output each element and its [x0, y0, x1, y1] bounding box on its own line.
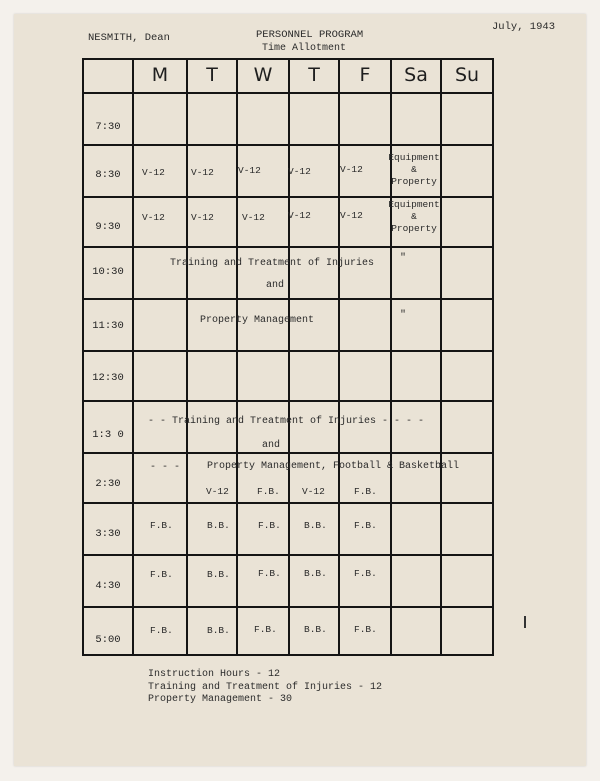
time-label: 3:30 [95, 528, 121, 540]
span-text: - - Training and Treatment of Injuries - - - - [148, 416, 425, 427]
day-header-tuesday: T [206, 64, 218, 86]
schedule-cell: V-12 [340, 164, 363, 175]
span-lead: - - - [150, 462, 181, 473]
time-label: 10:30 [92, 266, 124, 278]
ditto-mark: " [400, 310, 407, 321]
schedule-cell: V-12 [242, 212, 265, 223]
schedule-cell: V-12 [142, 212, 165, 223]
time-label: 12:30 [92, 372, 124, 384]
span-text-and: and [262, 440, 281, 451]
schedule-cell: B.B. [304, 624, 327, 635]
time-label: 9:30 [95, 221, 121, 233]
grid-line [82, 92, 494, 94]
grid-line [338, 58, 340, 656]
summary-line: Property Management - 30 [148, 694, 293, 705]
grid-line [132, 58, 134, 656]
schedule-cell: V-12 [191, 212, 214, 223]
grid-line [390, 58, 392, 656]
time-label: 5:00 [95, 634, 121, 646]
grid-line [82, 452, 494, 454]
grid-line [186, 58, 188, 656]
grid-line [82, 502, 494, 504]
grid-line [288, 58, 290, 656]
schedule-cell: F.B. [354, 568, 377, 579]
grid-line [82, 144, 494, 146]
employee-name: NESMITH, Dean [88, 32, 170, 44]
schedule-cell: V-12 [288, 210, 311, 221]
schedule-cell: B.B. [304, 568, 327, 579]
saturday-cell [388, 199, 440, 235]
day-header-friday: F [359, 64, 371, 86]
document-date: July, 1943 [492, 21, 556, 33]
time-label: 4:30 [95, 580, 121, 592]
page-subtitle: Time Allotment [262, 43, 347, 54]
grid-line [82, 196, 494, 198]
schedule-cell: B.B. [304, 520, 327, 531]
span-text: Property Management [200, 315, 315, 326]
cell-line: & [411, 211, 417, 222]
day-header-monday: M [151, 64, 169, 86]
schedule-table [82, 58, 494, 656]
schedule-cell: F.B. [150, 625, 173, 636]
cell-line: Equipment [388, 152, 440, 163]
span-text: Property Management, Football & Basketball [207, 461, 460, 472]
grid-line [82, 606, 494, 608]
cell-line: Property [391, 223, 437, 234]
schedule-cell: F.B. [354, 520, 377, 531]
grid-line [82, 350, 494, 352]
schedule-cell: V-12 [288, 166, 311, 177]
time-label: 2:30 [95, 478, 121, 490]
day-header-wednesday: W [253, 64, 273, 86]
schedule-cell: F.B. [150, 569, 173, 580]
schedule-cell: F.B. [254, 624, 277, 635]
time-label: 7:30 [95, 121, 121, 133]
schedule-cell: F.B. [258, 568, 281, 579]
schedule-cell: B.B. [207, 625, 230, 636]
schedule-cell: V-12 [340, 210, 363, 221]
schedule-cell: F.B. [354, 486, 377, 497]
page-title: PERSONNEL PROGRAM [256, 29, 364, 41]
schedule-cell: B.B. [207, 569, 230, 580]
schedule-cell: F.B. [150, 520, 173, 531]
cell-line: & [411, 164, 417, 175]
time-label: 1:3 0 [92, 429, 124, 441]
span-text: Training and Treatment of Injuries [170, 258, 375, 269]
grid-line [82, 246, 494, 248]
schedule-cell: V-12 [206, 486, 229, 497]
schedule-cell: B.B. [207, 520, 230, 531]
saturday-cell [388, 152, 440, 188]
schedule-cell: F.B. [258, 520, 281, 531]
summary-notes [148, 669, 382, 707]
day-header-thursday: T [308, 64, 320, 86]
day-header-sunday: Su [454, 64, 480, 86]
schedule-cell: V-12 [238, 165, 261, 176]
ditto-mark: " [400, 253, 407, 264]
schedule-cell: V-12 [142, 167, 165, 178]
summary-line: Training and Treatment of Injuries - 12 [148, 681, 383, 693]
day-header-saturday: Sa [404, 64, 428, 86]
schedule-cell: V-12 [191, 167, 214, 178]
grid-line [236, 58, 238, 656]
schedule-cell: F.B. [257, 486, 280, 497]
grid-line [82, 400, 494, 402]
span-text-and: and [266, 280, 285, 291]
grid-line [440, 58, 442, 656]
schedule-cell: F.B. [354, 624, 377, 635]
schedule-cell: V-12 [302, 486, 325, 497]
grid-line [82, 298, 494, 300]
cell-line: Equipment [388, 199, 440, 210]
pencil-mark [524, 616, 526, 628]
cell-line: Property [391, 176, 437, 187]
grid-line [82, 554, 494, 556]
summary-line: Instruction Hours - 12 [148, 669, 281, 680]
time-label: 8:30 [95, 169, 121, 181]
time-label: 11:30 [92, 320, 124, 332]
